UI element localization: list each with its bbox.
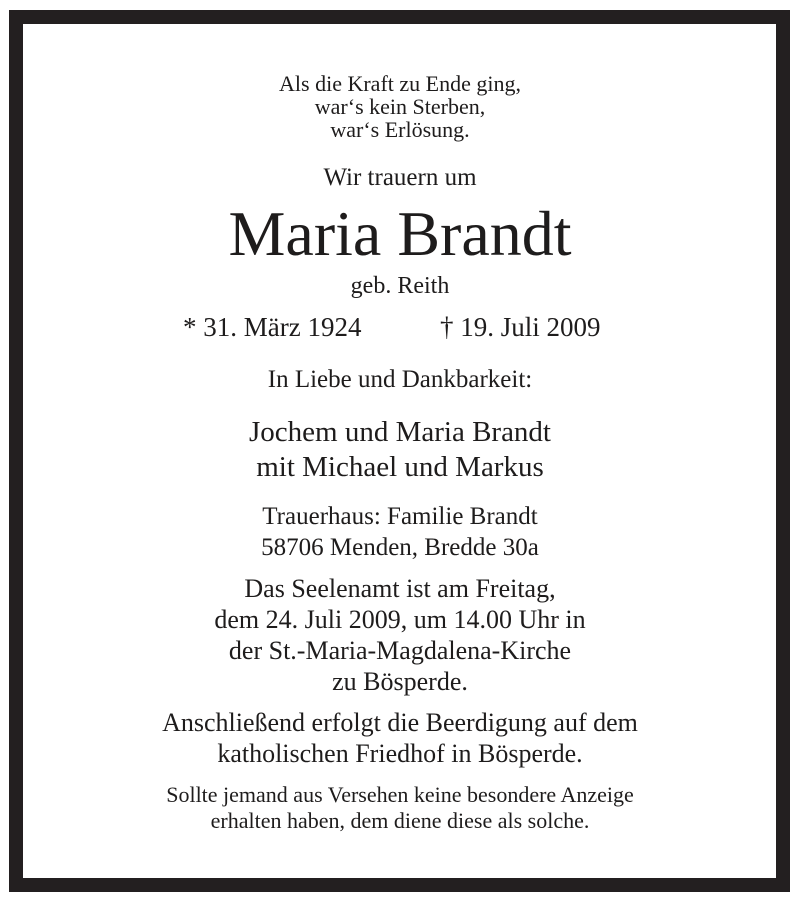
service-line: Das Seelenamt ist am Freitag, <box>244 574 556 603</box>
address-line: Trauerhaus: Familie Brandt <box>262 503 538 530</box>
service-line: der St.-Maria-Magdalena-Kirche <box>228 636 572 665</box>
verse-line: war‘s kein Sterben, <box>314 94 486 119</box>
mourner-line: mit Michael und Markus <box>256 451 544 483</box>
note-line: erhalten haben, dem diene diese als solche. <box>210 808 590 833</box>
address-line: 58706 Menden, Bredde 30a <box>261 534 539 561</box>
note-line: Sollte jemand aus Versehen keine besondere Anzeige <box>166 782 634 807</box>
birth-date: * 31. März 1924 <box>183 312 362 342</box>
death-date: † 19. Juli 2009 <box>440 312 601 342</box>
gratitude-text: In Liebe und Dankbarkeit: <box>267 366 533 393</box>
mourner-line: Jochem und Maria Brandt <box>248 416 551 448</box>
intro-text: Wir trauern um <box>323 164 477 191</box>
verse-line: Als die Kraft zu Ende ging, <box>279 71 521 96</box>
service-line: zu Bösperde. <box>332 667 468 696</box>
service-line: dem 24. Juli 2009, um 14.00 Uhr in <box>214 605 586 634</box>
burial-line: katholischen Friedhof in Bösperde. <box>217 739 583 768</box>
maiden-name: geb. Reith <box>350 273 450 299</box>
verse-line: war‘s Erlösung. <box>330 117 470 142</box>
burial-line: Anschließend erfolgt die Beerdigung auf dem <box>162 708 638 737</box>
deceased-name: Maria Brandt <box>228 198 572 269</box>
